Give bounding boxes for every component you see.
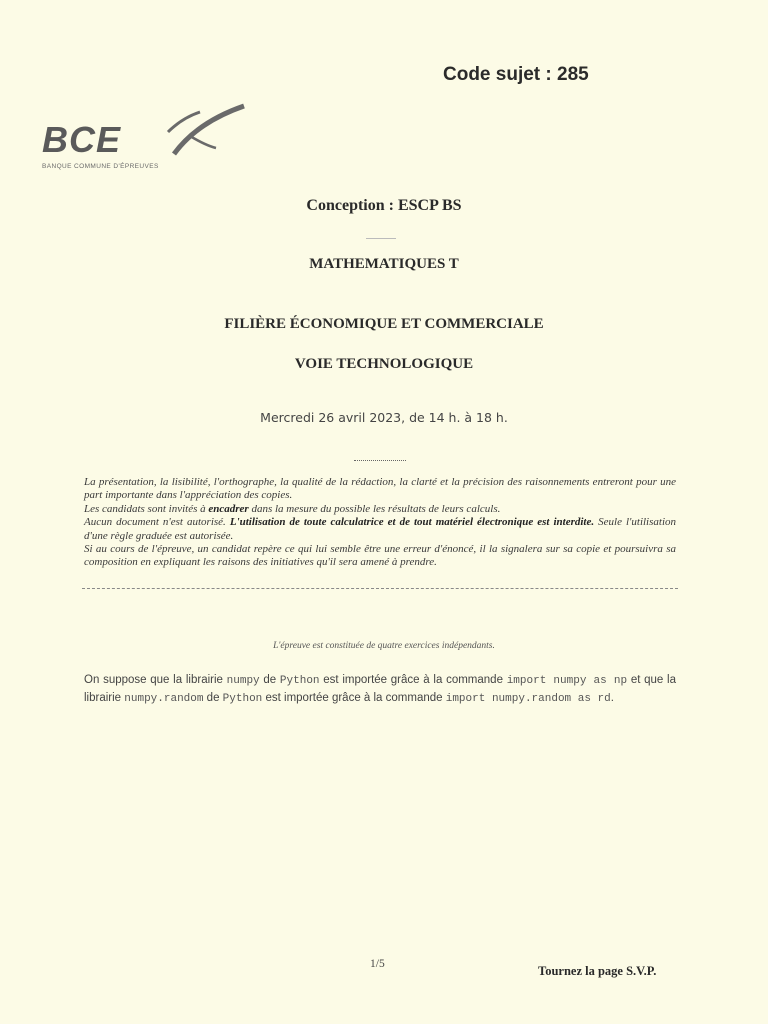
bce-logo-text: BCE: [42, 119, 122, 160]
divider: [354, 460, 406, 461]
turn-page-note: Tournez la page S.V.P.: [538, 964, 657, 978]
divider: [366, 238, 396, 239]
instruction-encadrer: Les candidats sont invités à encadrer dans la mesure du possible les résultats de leurs calculs.: [84, 502, 501, 515]
code-sujet: Code sujet : 285: [443, 64, 589, 85]
instruction-erreur: Si au cours de l'épreuve, un candidat repère ce qui lui semble être une erreur d'énoncé, il la signalera sur sa copie et poursuivra sa composition en expliquant les raisons des initiatives qu'il sera amené à prendre.: [84, 543, 676, 569]
instruction-presentation: La présentation, la lisibilité, l'orthographe, la qualité de la rédaction, la clarté et la précision des raisonnements entreront pour une part importante dans l'appréciation des copies.: [84, 476, 676, 502]
python-intro: On suppose que la librairie numpy de Python est importée grâce à la commande import numpy as np et que la librairie numpy.random de Python est importée grâce à la commande import numpy.random as rd.: [84, 674, 676, 705]
instructions-block: [84, 476, 676, 570]
voie-title: VOIE TECHNOLOGIQUE: [294, 356, 474, 372]
page-number: 1/5: [370, 958, 385, 970]
subject-title: MATHEMATIQUES T: [309, 256, 459, 272]
logo-subtitle: BANQUE COMMUNE D'ÉPREUVES: [42, 163, 159, 170]
filiere-title: FILIÈRE ÉCONOMIQUE ET COMMERCIALE: [224, 316, 544, 332]
divider: [82, 588, 678, 589]
instruction-documents: Aucun document n'est autorisé. L'utilisation de toute calculatrice et de tout matériel électronique est interdite. Seule l'utilisation d'une règle graduée est autorisée.: [84, 516, 676, 542]
conception-title: Conception : ESCP BS: [306, 197, 462, 214]
epreuve-note: L'épreuve est constituée de quatre exercices indépendants.: [273, 641, 495, 651]
exam-date: Mercredi 26 avril 2023, de 14 h. à 18 h.: [260, 410, 508, 425]
